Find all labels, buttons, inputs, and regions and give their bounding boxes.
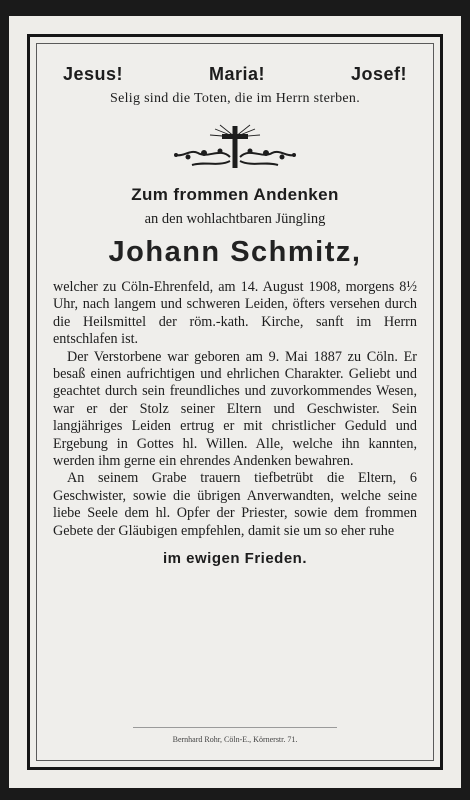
closing-line: im ewigen Frieden. — [162, 550, 308, 568]
black-border-frame — [27, 34, 443, 770]
memorial-heading: Zum frommen Andenken — [131, 185, 339, 204]
name-maria: Maria! — [209, 64, 266, 84]
paragraph-death: welcher zu Cöln-Ehrenfeld, am 14. August 1908, morgens 8½ Uhr, nach langem und schweren Leiden, öfters versehen durch die Heilsmittel der röm.-kath. Kirche, sanft im Herrn entschlafen ist. — [53, 279, 417, 348]
paragraph-mourners: An seinem Grabe trauern tiefbetrübt die Eltern, 6 Geschwister, sowie die übrigen Anverwandten, welche seine liebe Seele dem hl. Opfer der Priester, sowie dem frommen Gebete der Gläubigen empfehlen, damit sie um so eher ruhe — [53, 470, 417, 539]
name-jesus: Jesus! — [63, 64, 124, 84]
printer-imprint: Bernhard Rohr, Cöln-E., Körnerstr. 71. — [172, 735, 298, 744]
memorial-text — [51, 279, 419, 540]
printer-divider — [133, 727, 337, 728]
cross-ornament-icon — [160, 123, 310, 173]
deceased-name: Johann Schmitz, — [108, 236, 362, 268]
card-content — [37, 44, 433, 760]
beatitude-line: Selig sind die Toten, die im Herrn sterben. — [109, 91, 360, 106]
holy-names — [51, 64, 419, 85]
paragraph-biography: Der Verstorbene war geboren am 9. Mai 1887 zu Cöln. Er besaß einen aufrichtigen und ehrlichen Charakter. Geliebt und geachtet durch sein freundliches und zuvorkommendes Wesen, war er der Stolz seiner Eltern und Geschwister. Sein langjähriges Leiden ertrug er mit christlicher Geduld und Ergebung in Gottes hl. Willen. Alle, welche ihn kannten, werden ihm gerne ein ehrendes Andenken bewahren. — [53, 348, 417, 470]
memorial-subheading: an den wohlachtbaren Jüngling — [144, 211, 326, 227]
inner-frame — [36, 43, 434, 761]
memorial-card — [9, 16, 461, 788]
name-josef: Josef! — [350, 64, 407, 84]
